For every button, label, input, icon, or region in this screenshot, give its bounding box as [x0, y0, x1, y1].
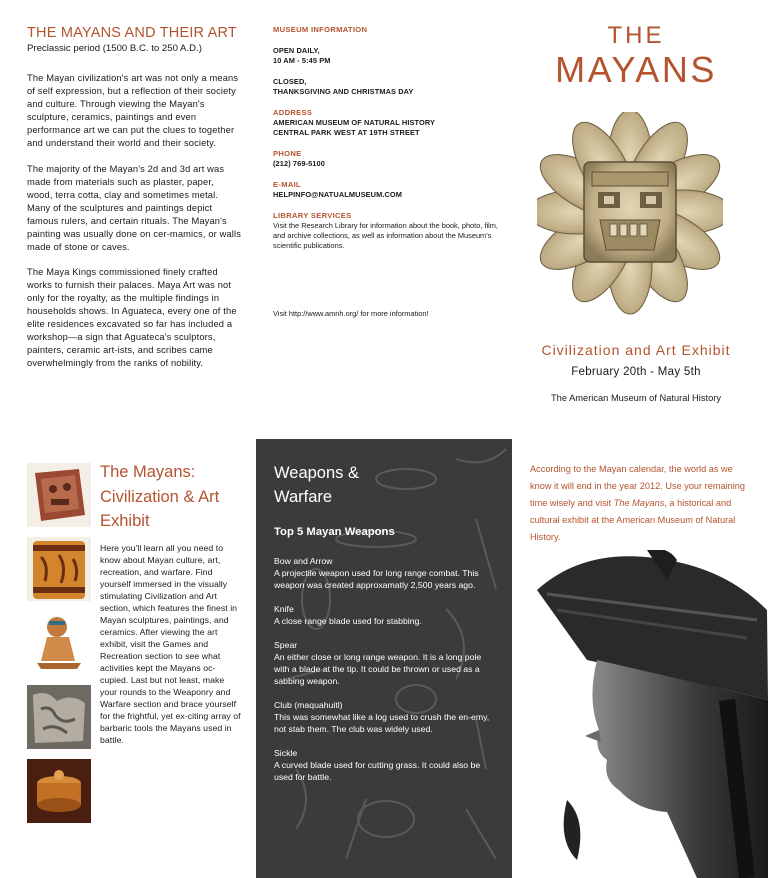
calendar-exhibit-name: The Mayans — [613, 498, 665, 508]
visit-link[interactable]: Visit http://www.amnh.org/ for more information! — [273, 309, 429, 318]
weapons-panel — [256, 439, 512, 878]
weapon-name: Bow and Arrow — [274, 556, 333, 566]
email-label: E-MAIL — [273, 180, 301, 189]
museum-info-heading: MUSEUM INFORMATION — [273, 25, 368, 34]
library-label: LIBRARY SERVICES — [273, 211, 352, 220]
weapons-title-line-1: Weapons & — [274, 464, 359, 482]
weapon-item — [274, 639, 499, 687]
art-panel — [27, 25, 242, 383]
calendar-text-end: , a historical and cultural exhibit at the American Museum of Natural History. — [530, 498, 736, 542]
painted-vase-thumbnail — [27, 537, 91, 601]
stone-relief-thumbnail — [27, 685, 91, 749]
weapon-name: Club (maquahuitl) — [274, 700, 343, 710]
weapon-item — [274, 555, 499, 591]
weapon-description: A curved blade used for cutting grass. It could also be used for battle. — [274, 760, 481, 782]
email-address[interactable]: HELPINFO@NATUALMUSEUM.COM — [273, 190, 403, 199]
closed-days: THANKSGIVING AND CHRISTMAS DAY — [273, 87, 414, 96]
art-paragraph-2: The majority of the Mayan's 2d and 3d art was made from materials such as plaster, paper, wood, terra cotta, clay and sometimes metal. Many of the sculptures and paintings depict famous rulers, and certain rituals. The Mayan's painting was usually done on cer-mamics, or walls made of stone or caves. — [27, 163, 242, 252]
address-line-1: AMERICAN MUSEUM OF NATURAL HISTORY — [273, 118, 436, 127]
intro-title-line-1: The Mayans: — [100, 463, 196, 481]
weapon-description: A close range blade used for stabbing. — [274, 616, 422, 626]
open-hours-label: OPEN DAILY, — [273, 46, 320, 55]
museum-info-panel — [273, 25, 498, 319]
intro-title — [100, 460, 242, 534]
weapon-description: An either close or long range weapon. It is a long pole with a blade at the tip. It could be thrown or used as a sabbing weapon. — [274, 652, 482, 686]
closed-label: CLOSED, — [273, 77, 307, 86]
weapon-item — [274, 603, 499, 627]
art-paragraph-1: The Mayan civilization's art was not only a means of self expression, but a reflection of their society and culture. Through viewing the Mayan's sculpture, ceramics, paintings and even performance art we can put the clues to together and understand their world and their society. — [27, 73, 239, 148]
weapon-name: Knife — [274, 604, 294, 614]
exhibit-info — [517, 341, 755, 404]
library-text: Visit the Research Library for information about the book, photo, film, and archive collections, as well as information about the Museum's scientific publications. — [273, 221, 498, 250]
exhibit-venue: The American Museum of Natural History — [551, 393, 721, 403]
art-title: THE MAYANS AND THEIR ART — [27, 25, 237, 41]
weapon-name: Sickle — [274, 748, 298, 758]
weapons-title — [274, 461, 499, 509]
weapons-title-line-2: Warfare — [274, 488, 333, 506]
exhibit-dates: February 20th - May 5th — [571, 366, 701, 378]
intro-title-line-3: Exhibit — [100, 512, 150, 530]
phone-number: (212) 769-5100 — [273, 159, 325, 168]
weapon-name: Spear — [274, 640, 298, 650]
weapons-content — [274, 461, 499, 795]
intro-text: Here you'll learn all you need to know about Mayan culture, art, recreation, and warfare. Find yourself immersed in the visually stimulating Civilization and Art section, which features the finest in Mayan sculptures, paintings, and ceramics. After viewing the art exhibit, visit the Games and Recreation section to see what activities kept the Mayans oc-cupied. Last but not least, make your rounds to the Weaponry and Warfare section and brace yourself for the frightful, yet ex-citing array of barbaric tools the Mayans used in battle. — [100, 542, 241, 745]
weapon-description: This was somewhat like a log used to crush the en-emy, not stab them. The club was widely used. — [274, 712, 490, 734]
weapon-item — [274, 699, 499, 735]
jade-mask-thumbnail — [27, 463, 91, 527]
exhibit-name: Civilization and Art Exhibit — [541, 342, 731, 358]
cover-mayans: MAYANS — [555, 49, 717, 90]
art-subtitle: Preclassic period (1500 B.C. to 250 A.D.) — [27, 43, 202, 54]
calendar-text — [530, 461, 755, 546]
address-line-2: CENTRAL PARK WEST AT 19TH STREET — [273, 128, 420, 137]
weapons-subtitle: Top 5 Mayan Weapons — [274, 526, 395, 538]
clay-figurine-thumbnail — [27, 611, 91, 675]
cover-title — [517, 22, 755, 90]
cover-the: THE — [607, 22, 665, 49]
mayan-warrior-photo — [527, 550, 768, 878]
open-hours: 10 AM - 5:45 PM — [273, 56, 331, 65]
intro-title-line-2: Civilization & Art — [100, 487, 220, 506]
intro-panel — [100, 460, 242, 746]
lidded-bowl-thumbnail — [27, 759, 91, 823]
sun-god-mask-image — [537, 112, 723, 318]
phone-label: PHONE — [273, 149, 302, 158]
weapon-item — [274, 747, 499, 783]
art-paragraph-3: The Maya Kings commissioned finely crafted works to furnish their palaces. Maya Art was not only for the royalty, as the multiple findings in households shows. In Aguateca, every one of the elite residences excavated so far has included a workshop—a sign that Aguateca's sculptors, painters, ceramic art-ists, and scribes came overwhelmingly from the ranks of nobility. — [27, 267, 237, 368]
artifact-thumbnails — [27, 463, 91, 833]
address-label: ADDRESS — [273, 108, 313, 117]
calendar-text-start: According to the Mayan calendar, the world as we know it will end in the year 2012. Use your remaining time wisely and visit — [530, 464, 745, 508]
weapon-description: A projectile weapon used for long range combat. This weapon was created approxamatly 2,500 years ago. — [274, 568, 479, 590]
